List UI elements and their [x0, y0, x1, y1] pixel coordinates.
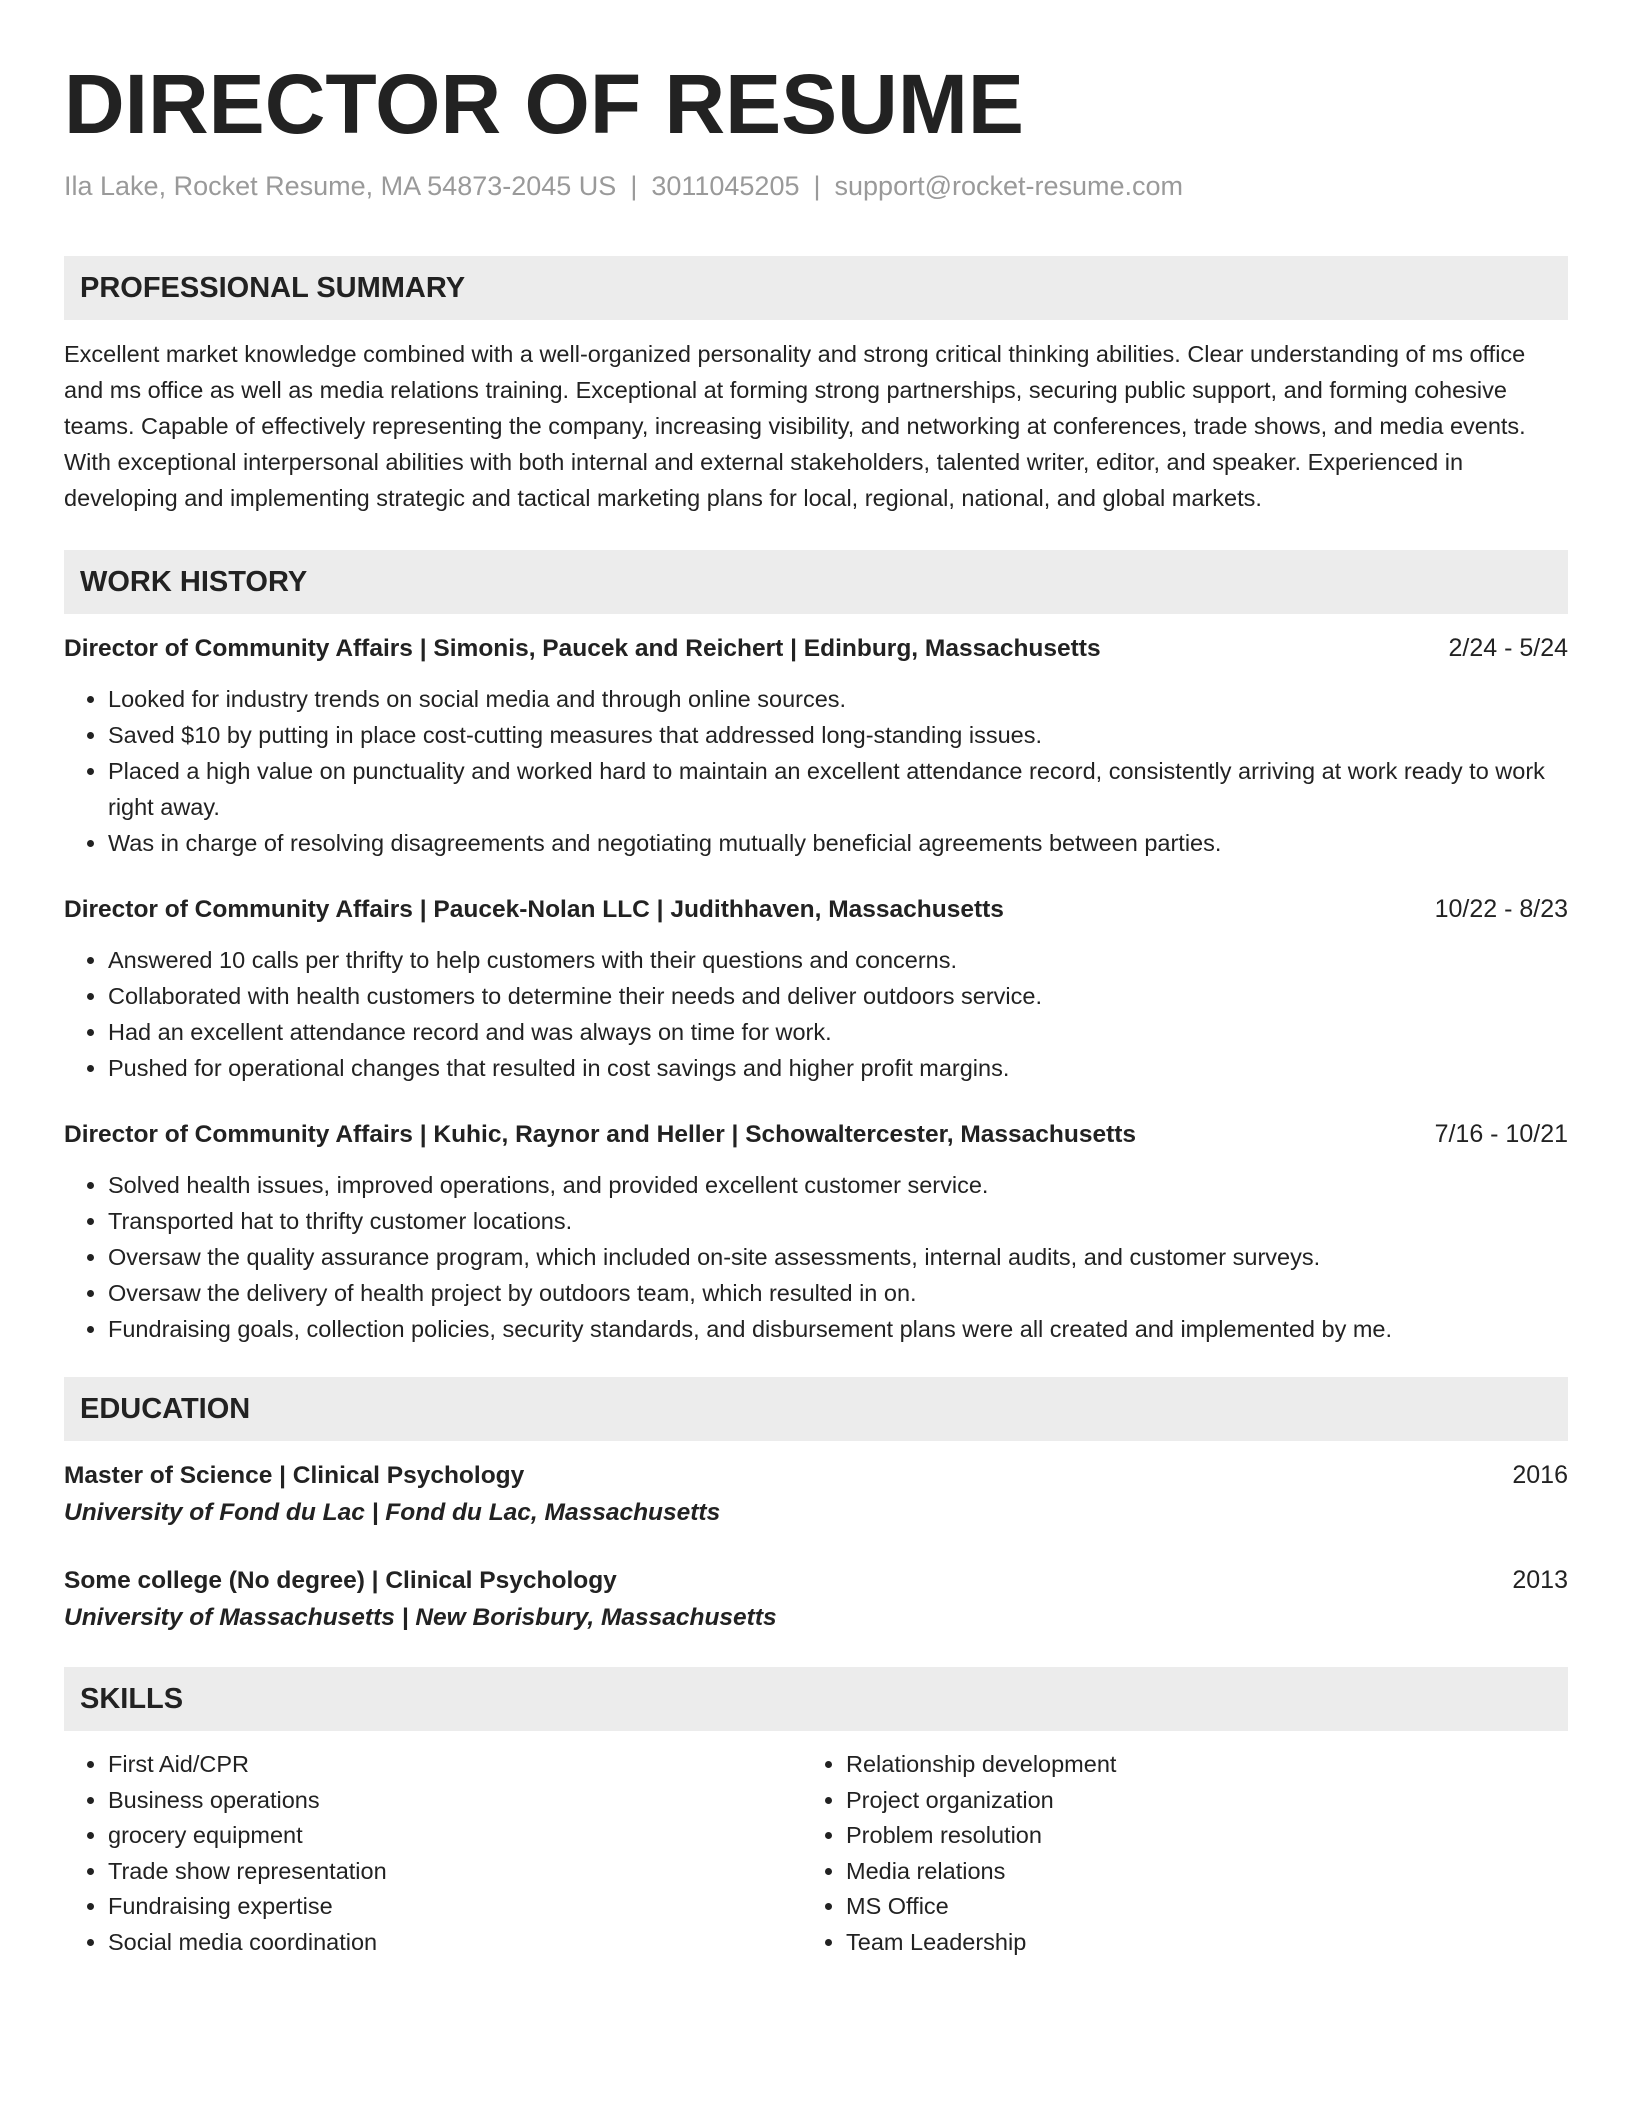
- skill-item: • Fundraising expertise: [108, 1889, 802, 1925]
- job-bullet: • Transported hat to thrifty customer locations.: [108, 1203, 1568, 1239]
- skills-list-left: [64, 1747, 802, 1960]
- resume-name: DIRECTOR OF RESUME: [64, 57, 1024, 151]
- job-entry: [64, 1116, 1568, 1347]
- section-header-summary: PROFESSIONAL SUMMARY: [64, 256, 1568, 320]
- skill-item: • Business operations: [108, 1783, 802, 1819]
- skill-item: • Problem resolution: [846, 1818, 1540, 1854]
- skill-item: • Social media coordination: [108, 1925, 802, 1961]
- job-bullets: [64, 1167, 1568, 1347]
- job-bullets: [64, 942, 1568, 1086]
- job-dates: 7/16 - 10/21: [1434, 1120, 1568, 1148]
- education-degree: Master of Science | Clinical Psychology: [64, 1462, 525, 1489]
- job-bullet: • Solved health issues, improved operations, and provided excellent customer service.: [108, 1167, 1568, 1203]
- contact-phone: 3011045205: [651, 171, 800, 201]
- skill-item: • Team Leadership: [846, 1925, 1540, 1961]
- contact-line: [64, 168, 1568, 204]
- job-entry: [64, 891, 1568, 1086]
- job-heading: Director of Community Affairs | Kuhic, Raynor and Heller | Schowaltercester, Massachusetts: [64, 1121, 1137, 1148]
- section-header-education: EDUCATION: [64, 1377, 1568, 1441]
- education-entry: [64, 1457, 1568, 1532]
- job-bullet: • Placed a high value on punctuality and worked hard to maintain an excellent attendance record, consistently arriving at work ready to work right away.: [108, 753, 1568, 825]
- job-bullet: • Pushed for operational changes that resulted in cost savings and higher profit margins.: [108, 1050, 1568, 1086]
- job-heading-row: [64, 891, 1568, 928]
- job-bullet: • Had an excellent attendance record and was always on time for work.: [108, 1014, 1568, 1050]
- job-dates: 2/24 - 5/24: [1448, 634, 1568, 662]
- education-year: 2013: [1512, 1566, 1568, 1594]
- section-header-skills: SKILLS: [64, 1667, 1568, 1731]
- job-bullet: • Saved $10 by putting in place cost-cutting measures that addressed long-standing issues.: [108, 717, 1568, 753]
- skill-item: • grocery equipment: [108, 1818, 802, 1854]
- job-bullet: • Was in charge of resolving disagreements and negotiating mutually beneficial agreements between parties.: [108, 825, 1568, 861]
- job-bullet: • Oversaw the quality assurance program, which included on-site assessments, internal audits, and customer surveys.: [108, 1239, 1568, 1275]
- contact-email: support@rocket-resume.com: [834, 171, 1184, 201]
- education-school: University of Massachusetts | New Borisbury, Massachusetts: [64, 1604, 777, 1631]
- job-bullets: [64, 681, 1568, 861]
- contact-separator: |: [630, 171, 638, 201]
- job-heading: Director of Community Affairs | Simonis, Paucek and Reichert | Edinburg, Massachusetts: [64, 635, 1101, 662]
- skills-list-right: [802, 1747, 1540, 1960]
- skill-item: • Project organization: [846, 1783, 1540, 1819]
- skill-item: • Relationship development: [846, 1747, 1540, 1783]
- education-heading-row: [64, 1562, 1568, 1599]
- job-bullet: • Looked for industry trends on social media and through online sources.: [108, 681, 1568, 717]
- skill-item: • Trade show representation: [108, 1854, 802, 1890]
- education-school: University of Fond du Lac | Fond du Lac, Massachusetts: [64, 1499, 721, 1526]
- education-degree: Some college (No degree) | Clinical Psychology: [64, 1567, 617, 1594]
- education-entry: [64, 1562, 1568, 1637]
- section-header-work-history: WORK HISTORY: [64, 550, 1568, 614]
- job-heading-row: [64, 1116, 1568, 1153]
- summary-text: Excellent market knowledge combined with a well-organized personality and strong critical thinking abilities. Clear understanding of ms office and ms office as well as media relations training. Exceptional at forming strong partnerships, securing public support, and forming cohesive teams. Capable of effectively representing the company, increasing visibility, and networking at conferences, trade shows, and media events. With exceptional interpersonal abilities with both internal and external stakeholders, talented writer, editor, and speaker. Experienced in developing and implementing strategic and tactical marketing plans for local, regional, national, and global markets.: [64, 341, 1526, 511]
- job-bullet: • Fundraising goals, collection policies, security standards, and disbursement plans were all created and implemented by me.: [108, 1311, 1568, 1347]
- skill-item: • Media relations: [846, 1854, 1540, 1890]
- skill-item: • First Aid/CPR: [108, 1747, 802, 1783]
- job-bullet: • Oversaw the delivery of health project by outdoors team, which resulted in on.: [108, 1275, 1568, 1311]
- job-dates: 10/22 - 8/23: [1434, 895, 1568, 923]
- job-heading: Director of Community Affairs | Paucek-Nolan LLC | Judithhaven, Massachusetts: [64, 896, 1004, 923]
- job-bullet: • Answered 10 calls per thrifty to help customers with their questions and concerns.: [108, 942, 1568, 978]
- skill-item: • MS Office: [846, 1889, 1540, 1925]
- education-heading-row: [64, 1457, 1568, 1494]
- contact-separator: |: [813, 171, 821, 201]
- skills-columns: [64, 1747, 1568, 1960]
- contact-address: Ila Lake, Rocket Resume, MA 54873-2045 US: [64, 171, 617, 201]
- job-heading-row: [64, 630, 1568, 667]
- education-year: 2016: [1512, 1461, 1568, 1489]
- job-bullet: • Collaborated with health customers to determine their needs and deliver outdoors service.: [108, 978, 1568, 1014]
- job-entry: [64, 630, 1568, 861]
